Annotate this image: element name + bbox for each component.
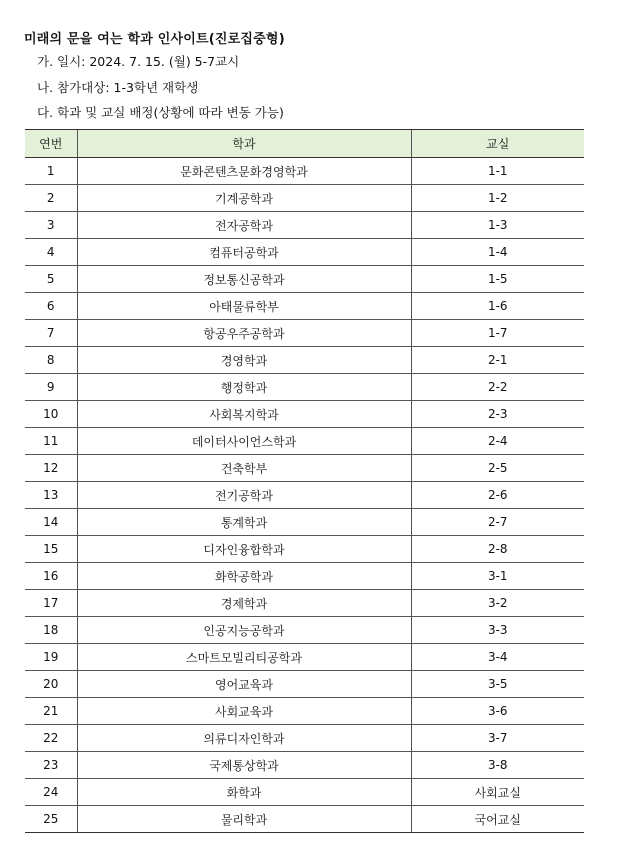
department-name: 아태물류학부 — [77, 293, 411, 320]
row-number: 16 — [25, 563, 77, 590]
table-row — [25, 212, 584, 239]
department-name: 전기공학과 — [77, 482, 411, 509]
department-name: 정보통신공학과 — [77, 266, 411, 293]
table-row — [25, 536, 584, 563]
department-name: 인공지능공학과 — [77, 617, 411, 644]
row-number: 19 — [25, 644, 77, 671]
department-name: 행정학과 — [77, 374, 411, 401]
table-row — [25, 401, 584, 428]
row-number: 7 — [25, 320, 77, 347]
column-header-department: 학과 — [77, 130, 411, 158]
row-number: 1 — [25, 158, 77, 185]
department-name: 경제학과 — [77, 590, 411, 617]
table-row — [25, 806, 584, 833]
date-line: 가. 일시: 2024. 7. 15. (월) 5-7교시 — [37, 54, 240, 69]
department-name: 기계공학과 — [77, 185, 411, 212]
row-number: 10 — [25, 401, 77, 428]
department-name: 화학과 — [77, 779, 411, 806]
table-row — [25, 293, 584, 320]
table-row — [25, 725, 584, 752]
row-number: 9 — [25, 374, 77, 401]
table-row — [25, 266, 584, 293]
classroom: 2-7 — [411, 509, 584, 536]
classroom: 1-6 — [411, 293, 584, 320]
table-row — [25, 374, 584, 401]
classroom: 1-7 — [411, 320, 584, 347]
department-name: 컴퓨터공학과 — [77, 239, 411, 266]
classroom-table — [25, 129, 584, 833]
row-number: 4 — [25, 239, 77, 266]
department-name: 전자공학과 — [77, 212, 411, 239]
row-number: 6 — [25, 293, 77, 320]
row-number: 12 — [25, 455, 77, 482]
classroom: 2-3 — [411, 401, 584, 428]
row-number: 5 — [25, 266, 77, 293]
row-number: 15 — [25, 536, 77, 563]
row-number: 22 — [25, 725, 77, 752]
table-row — [25, 590, 584, 617]
classroom: 3-6 — [411, 698, 584, 725]
classroom: 2-8 — [411, 536, 584, 563]
table-row — [25, 428, 584, 455]
table-row — [25, 779, 584, 806]
table-row — [25, 239, 584, 266]
table-row — [25, 185, 584, 212]
row-number: 2 — [25, 185, 77, 212]
classroom: 1-1 — [411, 158, 584, 185]
department-name: 건축학부 — [77, 455, 411, 482]
table-header-row — [25, 130, 584, 158]
row-number: 21 — [25, 698, 77, 725]
row-number: 13 — [25, 482, 77, 509]
classroom: 3-8 — [411, 752, 584, 779]
department-name: 데이터사이언스학과 — [77, 428, 411, 455]
classroom: 1-5 — [411, 266, 584, 293]
table-row — [25, 644, 584, 671]
row-number: 17 — [25, 590, 77, 617]
table-row — [25, 617, 584, 644]
classroom: 2-1 — [411, 347, 584, 374]
table-row — [25, 752, 584, 779]
target-line: 나. 참가대상: 1-3학년 재학생 — [37, 80, 199, 95]
table-body — [25, 158, 584, 833]
document-title: 미래의 문을 여는 학과 인사이트(진로집중형) — [24, 32, 285, 47]
classroom: 2-4 — [411, 428, 584, 455]
table-row — [25, 482, 584, 509]
classroom: 3-3 — [411, 617, 584, 644]
classroom: 3-2 — [411, 590, 584, 617]
table-row — [25, 347, 584, 374]
assignment-line: 다. 학과 및 교실 배정(상황에 따라 변동 가능) — [37, 105, 284, 120]
row-number: 3 — [25, 212, 77, 239]
table-row — [25, 509, 584, 536]
department-name: 스마트모빌리티공학과 — [77, 644, 411, 671]
column-header-number: 연번 — [25, 130, 77, 158]
classroom: 3-4 — [411, 644, 584, 671]
department-name: 경영학과 — [77, 347, 411, 374]
department-name: 물리학과 — [77, 806, 411, 833]
classroom: 1-3 — [411, 212, 584, 239]
department-name: 의류디자인학과 — [77, 725, 411, 752]
classroom: 사회교실 — [411, 779, 584, 806]
classroom: 2-6 — [411, 482, 584, 509]
department-name: 화학공학과 — [77, 563, 411, 590]
department-name: 영어교육과 — [77, 671, 411, 698]
classroom: 2-5 — [411, 455, 584, 482]
department-name: 디자인융합학과 — [77, 536, 411, 563]
row-number: 11 — [25, 428, 77, 455]
department-name: 항공우주공학과 — [77, 320, 411, 347]
table-row — [25, 455, 584, 482]
column-header-classroom: 교실 — [411, 130, 584, 158]
row-number: 14 — [25, 509, 77, 536]
table-row — [25, 158, 584, 185]
classroom: 국어교실 — [411, 806, 584, 833]
department-name: 문화콘텐츠문화경영학과 — [77, 158, 411, 185]
classroom: 3-7 — [411, 725, 584, 752]
department-name: 사회복지학과 — [77, 401, 411, 428]
department-name: 통계학과 — [77, 509, 411, 536]
row-number: 24 — [25, 779, 77, 806]
table-row — [25, 698, 584, 725]
table-row — [25, 671, 584, 698]
classroom: 1-2 — [411, 185, 584, 212]
row-number: 18 — [25, 617, 77, 644]
table-row — [25, 320, 584, 347]
row-number: 8 — [25, 347, 77, 374]
row-number: 23 — [25, 752, 77, 779]
classroom: 2-2 — [411, 374, 584, 401]
row-number: 25 — [25, 806, 77, 833]
classroom: 1-4 — [411, 239, 584, 266]
row-number: 20 — [25, 671, 77, 698]
classroom: 3-5 — [411, 671, 584, 698]
classroom: 3-1 — [411, 563, 584, 590]
table-row — [25, 563, 584, 590]
department-name: 국제통상학과 — [77, 752, 411, 779]
department-name: 사회교육과 — [77, 698, 411, 725]
